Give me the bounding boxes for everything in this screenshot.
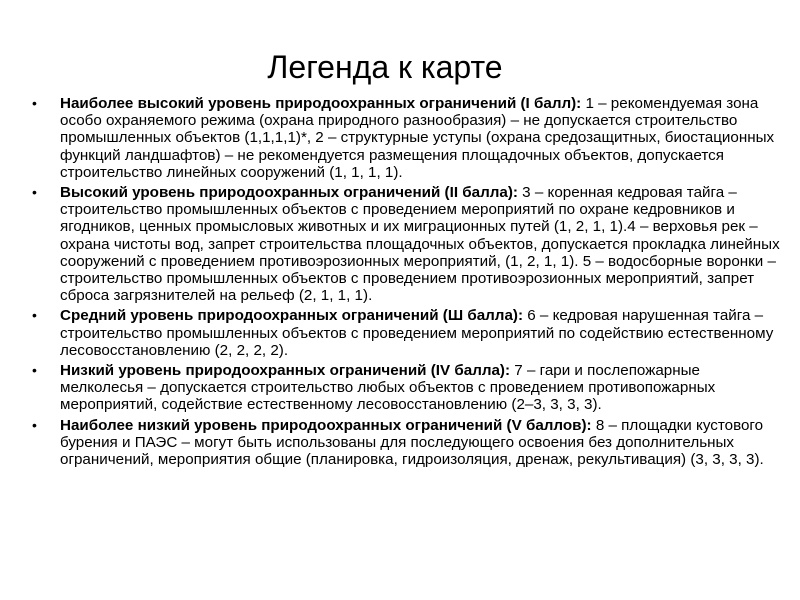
slide-title: Легенда к карте [267, 49, 503, 85]
legend-item-heading: Средний уровень природоохранных ограничений (Ш балла): [60, 307, 524, 325]
bullet-icon: • [32, 416, 37, 433]
bullet-icon: • [32, 95, 37, 111]
legend-item-text: 1 – рекомендуемая зона особо охраняемого режима (охрана природного разнообразия) – не допускается строительство промышленных объектов (1,1,1,1)*, 2 – структурные уступы (охрана средозащитных, биостационных функций ландшафтов) – не рекомендуется размещения площадочных объектов, допускается строительство линейных сооружений (1, 1, 1, 1). [60, 95, 775, 181]
legend-item-text: 8 – площадки кустового бурения и ПАЭС – могут быть использованы для последующего освоения без дополнительных ограничений, мероприятия общие (планировка, гидроизоляция, дренаж, рекультивация) (3, 3, 3, 3). [60, 416, 764, 469]
legend-item-heading: Высокий уровень природоохранных ограничений (II балла): [60, 184, 518, 202]
legend-item-text: 7 – гари и послепожарные мелколесья – допускается строительство любых объектов с проведением противопожарных мероприятий, содействие естественному лесовосстановлению (2–3, 3, 3, 3). [60, 362, 716, 414]
legend-item-heading: Наиболее низкий уровень природоохранных ограничений (V баллов): [60, 416, 592, 434]
legend-item-3 [32, 307, 780, 359]
legend-item-heading: Наиболее высокий уровень природоохранных ограничений (I балл): [60, 95, 582, 112]
legend-item-2 [32, 184, 780, 304]
bullet-icon: • [32, 307, 37, 324]
legend-item-1 [32, 95, 780, 181]
legend-item-4 [32, 362, 780, 414]
legend-item-heading: Низкий уровень природоохранных ограничений (IV балла): [60, 362, 511, 380]
bullet-icon: • [32, 184, 37, 201]
legend-item-text: 6 – кедровая нарушенная тайга – строительство промышленных объектов с проведением мероприятий по содействию естественному лесовосстановлению (2, 2, 2, 2). [60, 307, 774, 359]
legend-item-text: 3 – коренная кедровая тайга – строительство промышленных объектов с проведением мероприятий по охране кедровников и ягодников, ценных промысловых животных и их миграционных путей (1, 2, 1, 1).4 – верховья рек – охрана чистоты вод, запрет строительства площадочных объектов, допускается прокладка линейных сооружений с проведением противоэрозионных мероприятий, (1, 2, 1, 1). 5 – водосборные воронки – строительство промышленных объектов с проведением противоэрозионных мероприятий, запрет сброса загрязнителей на рельеф (2, 1, 1, 1). [60, 184, 780, 305]
legend-list [32, 95, 780, 471]
legend-item-5 [32, 417, 780, 469]
bullet-icon: • [32, 362, 37, 379]
